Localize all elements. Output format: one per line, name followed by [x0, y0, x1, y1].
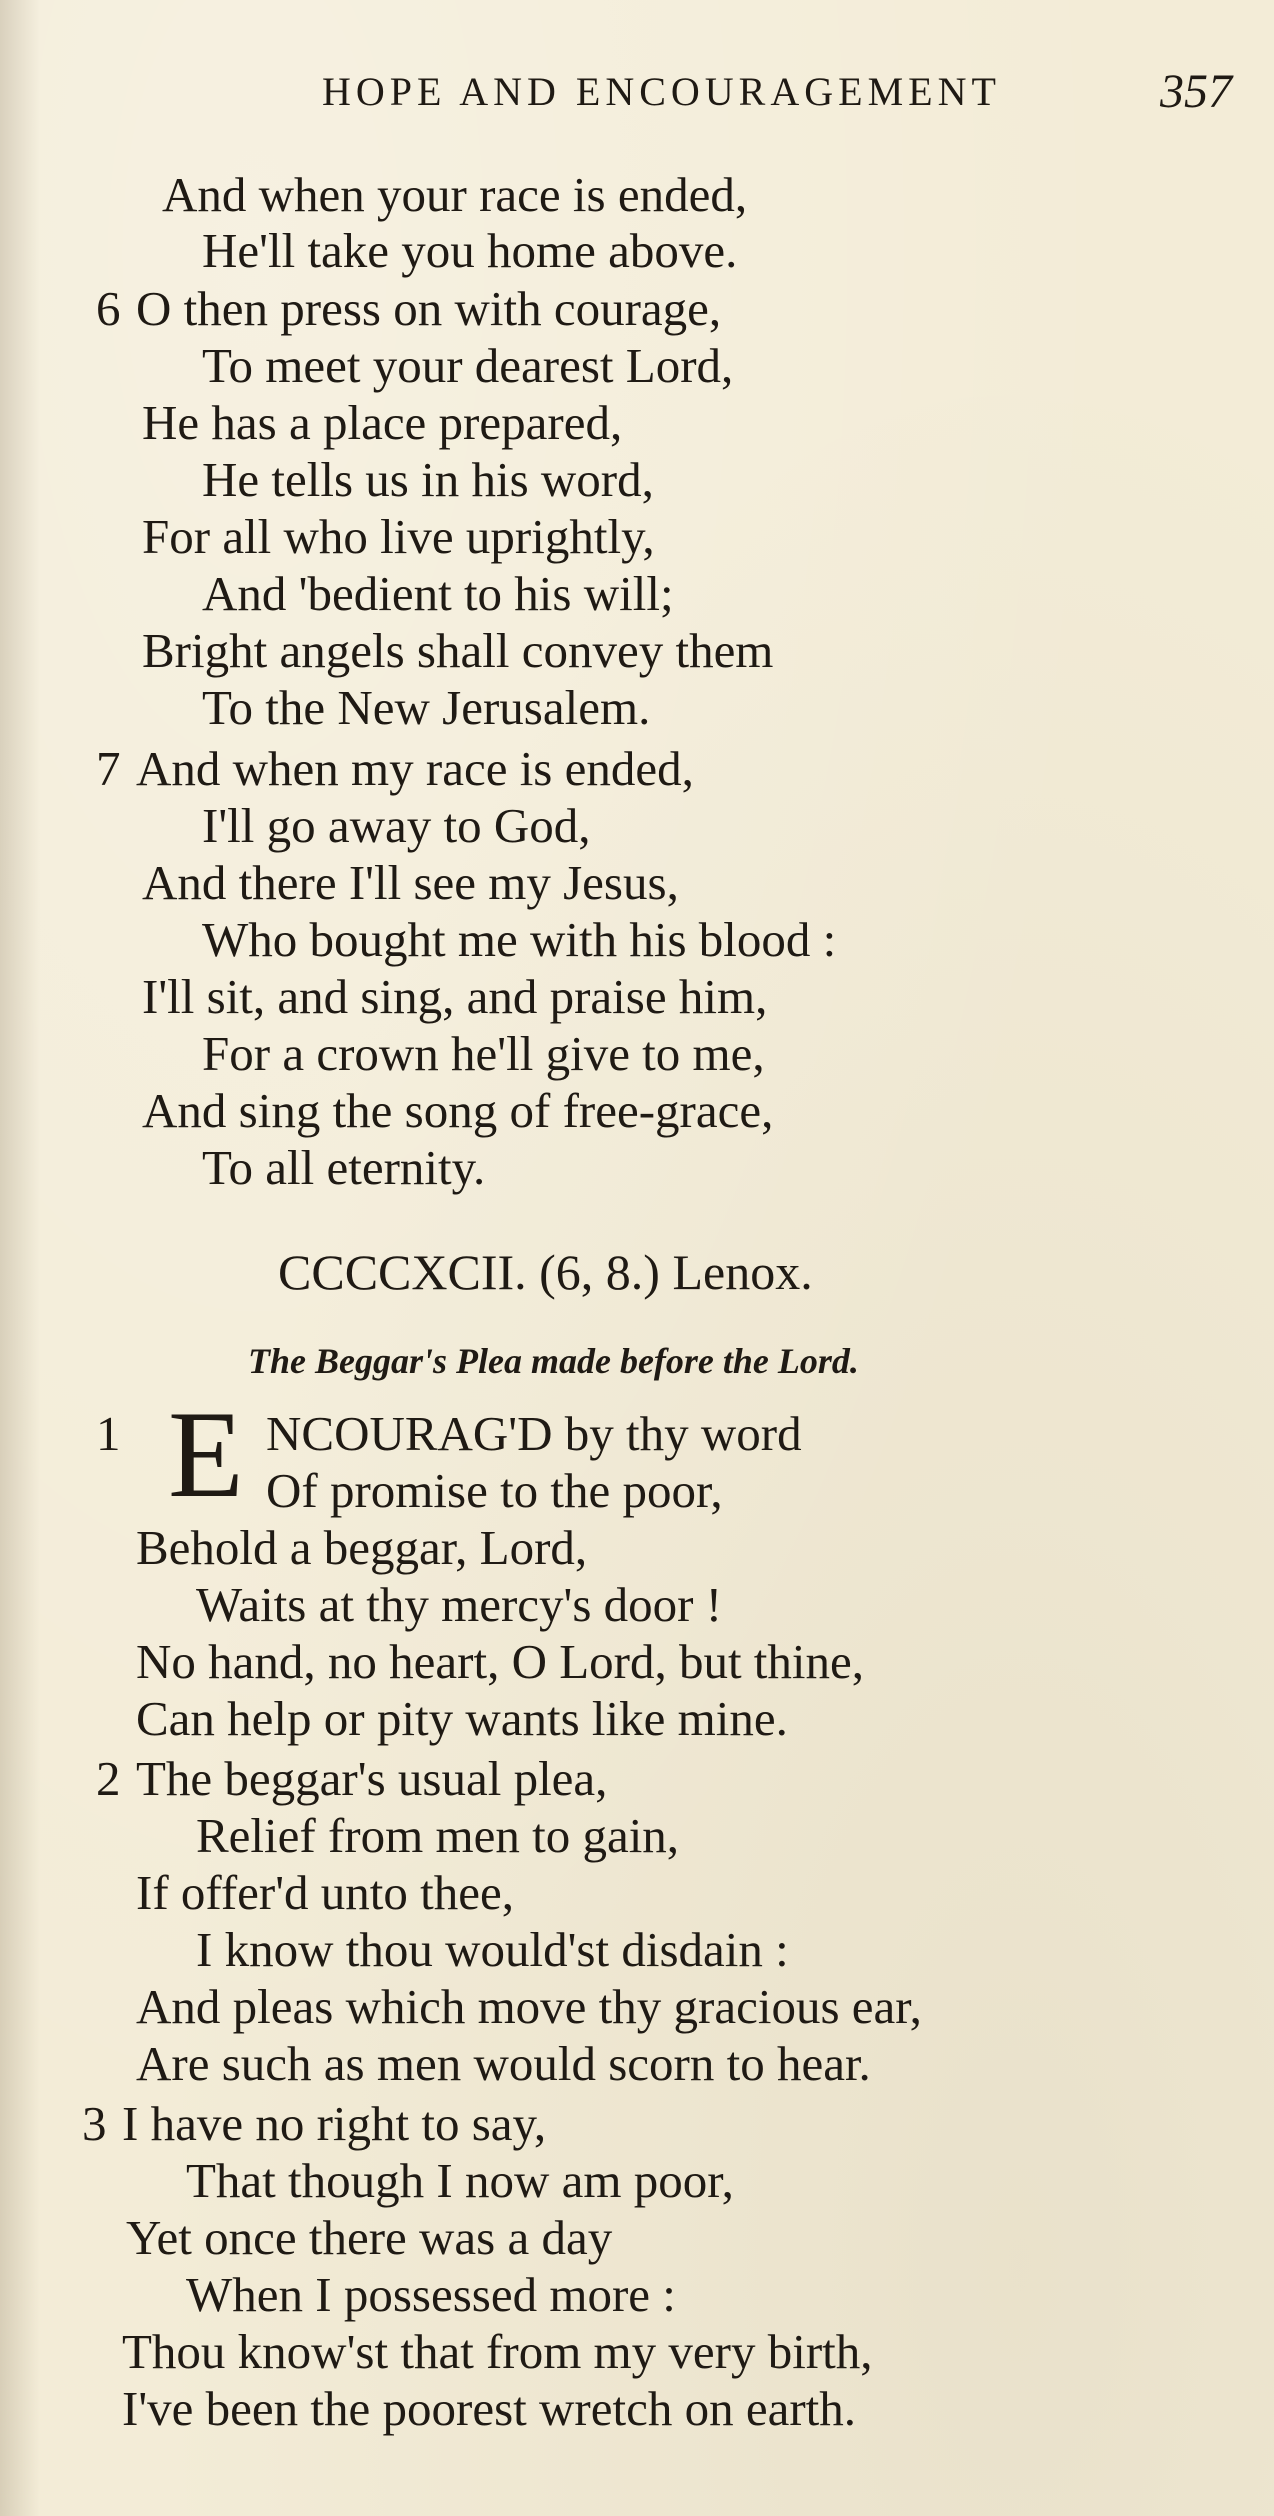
stanza-number: 3 [82, 2096, 107, 2151]
verse-line: Can help or pity wants like mine. [136, 1691, 788, 1746]
verse-line: He tells us in his word, [202, 452, 654, 507]
verse-line: Waits at thy mercy's door ! [196, 1577, 723, 1632]
verse-line: And 'bedient to his will; [202, 566, 674, 621]
page-header [0, 62, 1274, 122]
verse-line: And when your race is ended, [162, 167, 748, 222]
stanza-number: 2 [96, 1751, 121, 1806]
verse-line: I've been the poorest wretch on earth. [122, 2381, 856, 2436]
verse-line: Of promise to the poor, [266, 1463, 723, 1518]
verse-line: He has a place prepared, [142, 395, 623, 450]
verse-line: NCOURAG'D by thy word [266, 1406, 802, 1461]
verse-line: The beggar's usual plea, [136, 1751, 608, 1806]
running-head: HOPE AND ENCOURAGEMENT [322, 69, 1001, 114]
verse-line: Thou know'st that from my very birth, [122, 2324, 873, 2379]
verse-line: I know thou would'st disdain : [196, 1922, 789, 1977]
verse-line: Yet once there was a day [126, 2210, 613, 2265]
verse-line: And when my race is ended, [136, 741, 694, 796]
verse-line: For all who live uprightly, [142, 509, 655, 564]
verse-line: He'll take you home above. [202, 223, 738, 278]
verse-line: I have no right to say, [122, 2096, 547, 2151]
verse-line: To all eternity. [202, 1140, 486, 1195]
drop-cap: E [168, 1386, 244, 1523]
stanza-number: 6 [96, 281, 121, 336]
verse-line: To meet your dearest Lord, [202, 338, 734, 393]
verse-line: I'll sit, and sing, and praise him, [142, 969, 768, 1024]
hymn-subtitle: The Beggar's Plea made before the Lord. [248, 1341, 859, 1381]
verse-line: Relief from men to gain, [196, 1808, 680, 1863]
verse-line: When I possessed more : [186, 2267, 676, 2322]
verse-line: And there I'll see my Jesus, [142, 855, 679, 910]
verse-line: That though I now am poor, [186, 2153, 734, 2208]
verse-line: And sing the song of free-grace, [142, 1083, 774, 1138]
verse-line: Bright angels shall convey them [142, 623, 774, 678]
verse-line: And pleas which move thy gracious ear, [136, 1979, 922, 2034]
verse-line: To the New Jerusalem. [202, 680, 651, 735]
verse-line: Behold a beggar, Lord, [136, 1520, 588, 1575]
stanza-number: 7 [96, 741, 121, 796]
verse-line: For a crown he'll give to me, [202, 1026, 765, 1081]
verse-line: Who bought me with his blood : [202, 912, 837, 967]
hymn-heading: CCCCXCII. (6, 8.) Lenox. [278, 1244, 813, 1300]
verse-line: If offer'd unto thee, [136, 1865, 515, 1920]
verse-line: I'll go away to God, [202, 798, 591, 853]
verse-line: O then press on with courage, [136, 281, 722, 336]
stanza-number: 1 [96, 1406, 121, 1461]
page-gutter-shadow [0, 0, 40, 2516]
verse-line: No hand, no heart, O Lord, but thine, [136, 1634, 865, 1689]
page-number: 357 [1160, 65, 1232, 118]
verse-line: Are such as men would scorn to hear. [136, 2036, 871, 2091]
